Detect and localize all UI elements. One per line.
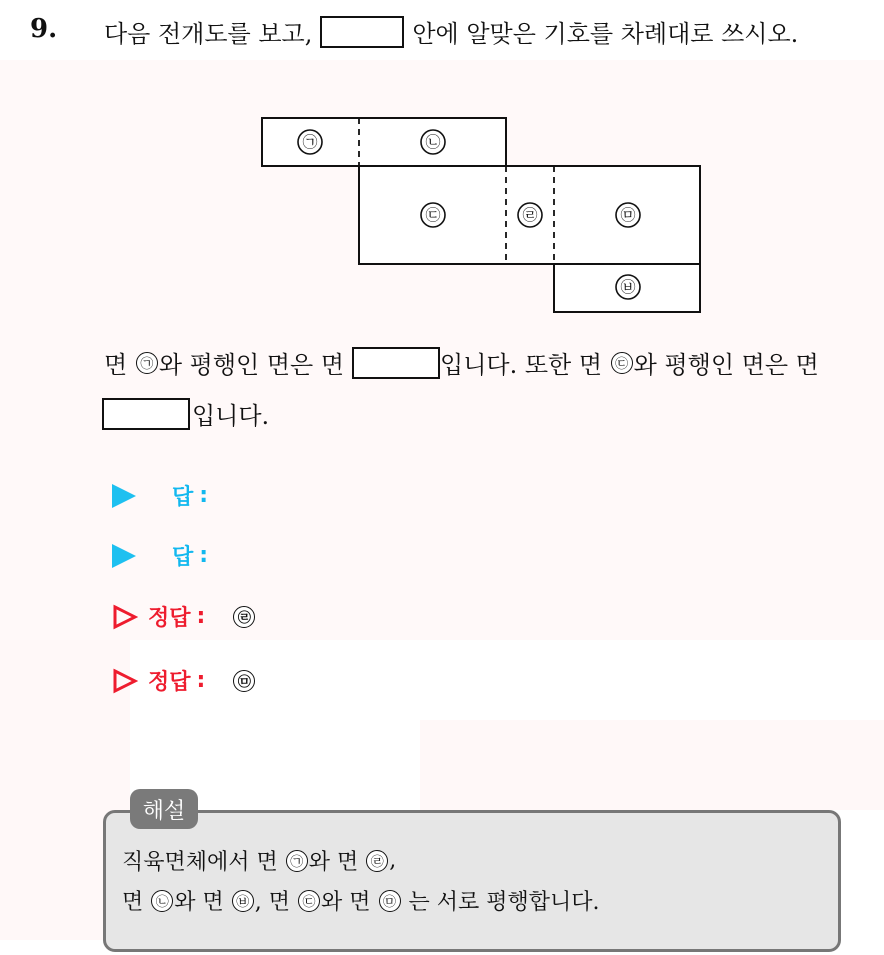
circled-label: ㉣ bbox=[366, 850, 388, 872]
play-triangle-icon bbox=[112, 484, 136, 508]
correct-colon: : bbox=[196, 604, 206, 629]
blank-box-icon bbox=[352, 347, 440, 379]
circled-label: ㉠ bbox=[286, 850, 308, 872]
answer-colon: : bbox=[199, 543, 209, 568]
answer-colon: : bbox=[199, 483, 209, 508]
sentence-text: 면 bbox=[104, 351, 128, 379]
explanation-text: 직육면체에서 면 bbox=[122, 850, 278, 875]
answer-row bbox=[112, 480, 208, 511]
correct-label: 정답 bbox=[148, 670, 191, 695]
correct-value: ㉤ bbox=[233, 670, 255, 692]
correct-colon: : bbox=[196, 668, 206, 693]
circled-label: ㉠ bbox=[136, 352, 158, 374]
answer-label: 답 bbox=[172, 545, 194, 570]
correct-label: 정답 bbox=[148, 606, 191, 631]
explanation-text: 면 bbox=[122, 890, 144, 915]
face-label-5: ㉤ bbox=[620, 206, 636, 224]
circled-label: ㉢ bbox=[611, 352, 633, 374]
question-number: 9. bbox=[30, 14, 58, 44]
explanation-text: 와 면 bbox=[308, 850, 359, 875]
play-triangle-icon bbox=[112, 544, 136, 568]
correct-answer-row bbox=[112, 601, 256, 632]
background-tint bbox=[420, 720, 884, 810]
face-label-2: ㉡ bbox=[425, 133, 441, 151]
explanation-box bbox=[103, 810, 841, 952]
explanation-line-2 bbox=[122, 885, 600, 916]
answer-row bbox=[112, 540, 208, 571]
question-text-after: 안에 알맞은 기호를 차례대로 쓰시오. bbox=[412, 20, 799, 48]
sentence-text: 입니다. 또한 면 bbox=[440, 351, 603, 379]
circled-label: ㉤ bbox=[379, 890, 401, 912]
circled-label: ㉡ bbox=[151, 890, 173, 912]
triangle-outline-icon bbox=[112, 604, 138, 630]
problem-sentence-line2 bbox=[102, 396, 269, 431]
face-label-6: ㉥ bbox=[620, 278, 636, 296]
explanation-text: 는 서로 평행합니다. bbox=[408, 890, 600, 915]
face-label-3: ㉢ bbox=[425, 206, 441, 224]
blank-box-icon bbox=[102, 398, 190, 430]
cuboid-net-diagram bbox=[0, 0, 884, 340]
correct-answer-row bbox=[112, 665, 256, 696]
correct-value: ㉣ bbox=[233, 606, 255, 628]
circled-label: ㉥ bbox=[232, 890, 254, 912]
sentence-text: 와 평행인 면은 면 bbox=[633, 351, 819, 379]
sentence-text: 입니다. bbox=[192, 402, 270, 430]
explanation-line-1 bbox=[122, 845, 396, 876]
explanation-text: 와 면 bbox=[321, 890, 371, 915]
question-text-before: 다음 전개도를 보고, bbox=[104, 20, 313, 48]
triangle-outline-icon bbox=[112, 668, 138, 694]
sentence-text: 와 평행인 면은 면 bbox=[158, 351, 345, 379]
explanation-text: , 면 bbox=[254, 890, 291, 915]
circled-label: ㉢ bbox=[298, 890, 320, 912]
explanation-text: , bbox=[389, 848, 397, 873]
explanation-tab: 해설 bbox=[130, 789, 198, 829]
answer-label: 답 bbox=[172, 485, 194, 510]
explanation-text: 와 면 bbox=[174, 890, 224, 915]
face-label-4: ㉣ bbox=[522, 206, 538, 224]
face-label-1: ㉠ bbox=[302, 133, 318, 151]
problem-sentence-line1 bbox=[104, 345, 819, 380]
